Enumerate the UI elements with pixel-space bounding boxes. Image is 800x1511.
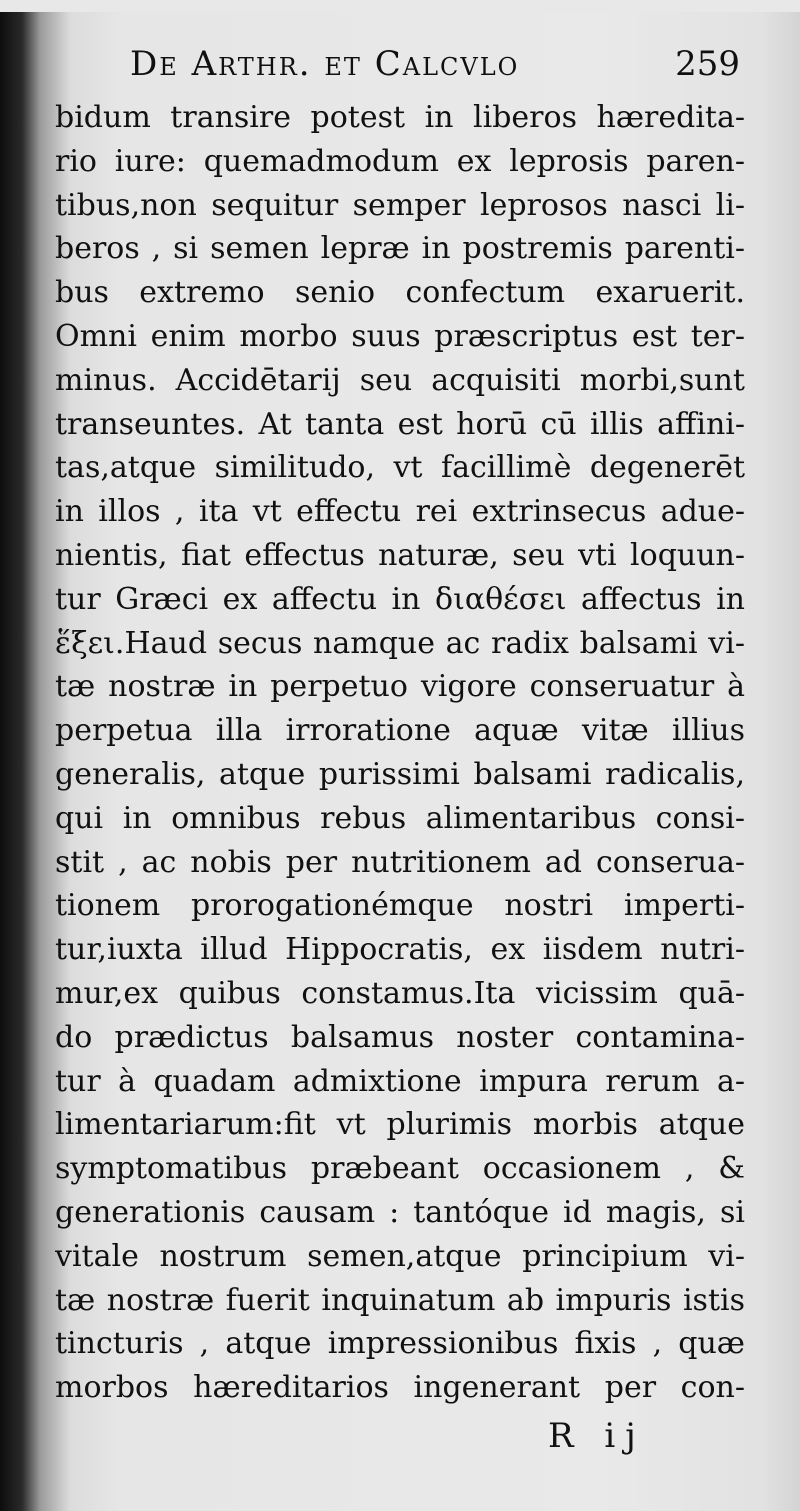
text-line: mur,ex quibus constamus.Ita vicissim quā- [55,975,745,1011]
running-title: De Arthr. et Calcvlo [130,44,520,84]
text-line: generationis causam : tantóque id magis, si [55,1194,745,1230]
text-line: rio iure: quemadmodum ex leprosis paren- [55,143,745,179]
text-line: qui in omnibus rebus alimentaribus consi- [55,800,745,836]
text-line: stit , ac nobis per nutritionem ad conserua- [55,844,745,880]
text-line: minus. Accidētarij seu acquisiti morbi,sunt [55,362,745,398]
text-line: tur à quadam admixtione impura rerum a- [55,1063,745,1099]
text-line: perpetua illa irroratione aquæ vitæ illius [55,713,745,749]
text-line: tibus,non sequitur semper leprosos nasci li- [55,187,745,223]
text-line: tæ nostræ fuerit inquinatum ab impuris istis [55,1282,745,1318]
text-line: tincturis , atque impressionibus fixis , quæ [55,1326,745,1362]
text-line: Omni enim morbo suus præscriptus est ter- [55,318,745,354]
text-line: tur Græci ex affectu in διαθέσει affectus in [55,581,745,617]
text-line: limentariarum:fit vt plurimis morbis atque [55,1107,745,1143]
text-line: tionem prorogationémque nostri imperti- [55,888,745,924]
running-head [120,42,760,92]
text-line: tas,atque similitudo, vt facillimè degenerēt [55,450,745,486]
text-line: beros , si semen lepræ in postremis parenti- [55,231,745,267]
text-line: tur,iuxta illud Hippocratis, ex iisdem nutri- [55,932,745,968]
text-line: nientis, fiat effectus naturæ, seu vti loquun- [55,537,745,573]
body-text [55,96,745,1410]
text-line: bus extremo senio confectum exaruerit. [55,275,745,311]
text-line: do prædictus balsamus noster contamina- [55,1019,745,1055]
text-line: symptomatibus præbeant occasionem , & [55,1151,745,1187]
text-line: bidum transire potest in liberos hæredita- [55,100,745,135]
text-line: in illos , ita vt effectu rei extrinsecus adue- [55,494,745,530]
page-number: 259 [675,44,740,84]
text-line: tæ nostræ in perpetuo vigore conseruatur à [55,669,745,705]
text-line: vitale nostrum semen,atque principium vi- [55,1238,745,1274]
text-line: ἕξει.Haud secus namque ac radix balsami vi- [55,625,745,661]
text-line: morbos hæreditarios ingenerant per con- [55,1370,745,1406]
text-line: transeuntes. At tanta est horū cū illis affini- [55,406,745,442]
signature-mark: R ij [548,1416,646,1456]
text-line: generalis, atque purissimi balsami radicalis, [55,756,745,792]
